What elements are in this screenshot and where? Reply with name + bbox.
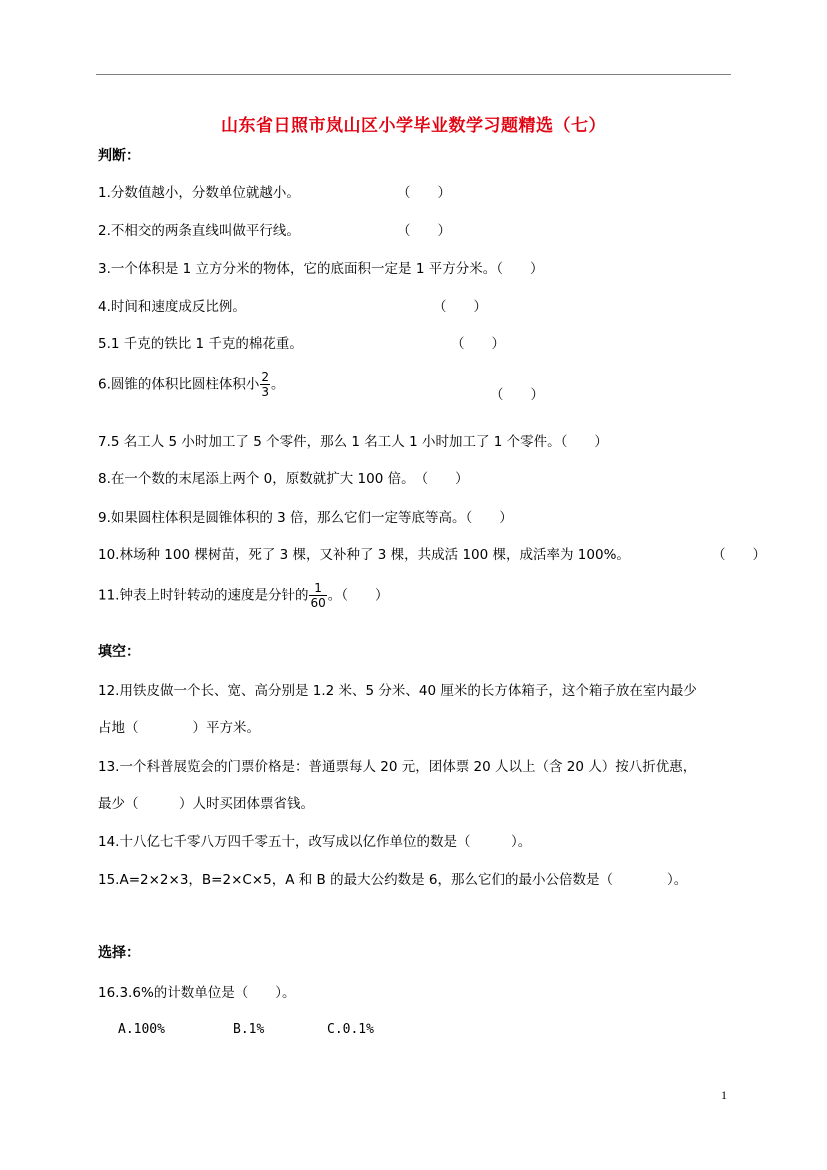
question-4: 4.时间和速度成反比例。 [98,299,246,315]
option-b: B.1% [233,1022,265,1037]
page-title: 山东省日照市岚山区小学毕业数学习题精选（七） [221,116,606,136]
question-10: 10.林场种 100 棵树苗，死了 3 棵，又补种了 3 棵，共成活 100 棵，成活率为 100%。 [98,547,630,563]
question-11 [98,581,389,610]
question-8: 8.在一个数的末尾添上两个 0，原数就扩大 100 倍。 （ ） [98,471,469,487]
question-3: 3.一个体积是 1 立方分米的物体，它的底面积一定是 1 平方分米。（ ） [98,261,544,277]
fraction-denominator: 60 [310,596,326,610]
question-12-line2: 占地（ ）平方米。 [98,720,260,736]
answer-paren-6: （ ） [490,387,544,403]
question-9: 9.如果圆柱体积是圆锥体积的 3 倍，那么它们一定等底等高。（ ） [98,510,513,526]
question-6-text: 6.圆锥的体积比圆柱体积小 [98,376,260,393]
section-fill-heading: 填空： [98,644,140,660]
answer-paren-2: （ ） [397,223,451,239]
question-15: 15.A=2×2×3，B=2×C×5，A 和 B 的最大公约数是 6，那么它们的最小公倍数是（ ）。 [98,872,688,888]
question-2: 2.不相交的两条直线叫做平行线。 [98,223,300,239]
answer-paren-10: （ ） [712,547,766,563]
fraction-two-thirds [260,370,270,399]
question-6-suffix: 。 [271,376,285,393]
page-number: 1 [721,1088,727,1102]
header-rule [96,74,731,75]
answer-paren-1: （ ） [397,185,451,201]
question-11-suffix: 。（ ） [327,587,389,604]
question-13-line1: 13.一个科普展览会的门票价格是：普通票每人 20 元，团体票 20 人以上（含 20 人）按八折优惠， [98,759,697,775]
section-judge-heading: 判断： [98,148,140,164]
option-a: A.100% [118,1022,165,1037]
question-6 [98,370,285,399]
question-11-text: 11.钟表上时针转动的速度是分针的 [98,587,309,604]
section-choose-heading: 选择： [98,945,140,961]
question-12-line1: 12.用铁皮做一个长、宽、高分别是 1.2 米、5 分米、40 厘米的长方体箱子，这个箱子放在室内最少 [98,683,697,699]
question-1: 1.分数值越小，分数单位就越小。 [98,185,300,201]
fraction-numerator: 2 [261,370,270,384]
answer-paren-4: （ ） [433,299,487,315]
question-7: 7.5 名工人 5 小时加工了 5 个零件，那么 1 名工人 1 小时加工了 1 个零件。（ ） [98,434,608,450]
fraction-one-sixtieth [309,581,326,610]
question-5: 5.1 千克的铁比 1 千克的棉花重。 [98,336,303,352]
fraction-numerator: 1 [309,581,326,596]
answer-paren-5: （ ） [451,336,505,352]
question-13-line2: 最少（ ）人时买团体票省钱。 [98,796,314,812]
fraction-denominator: 3 [261,385,270,399]
question-16: 16.3.6%的计数单位是（ ）。 [98,985,296,1001]
question-14: 14.十八亿七千零八万四千零五十，改写成以亿作单位的数是（ ）。 [98,834,532,850]
option-c: C.0.1% [327,1022,374,1037]
